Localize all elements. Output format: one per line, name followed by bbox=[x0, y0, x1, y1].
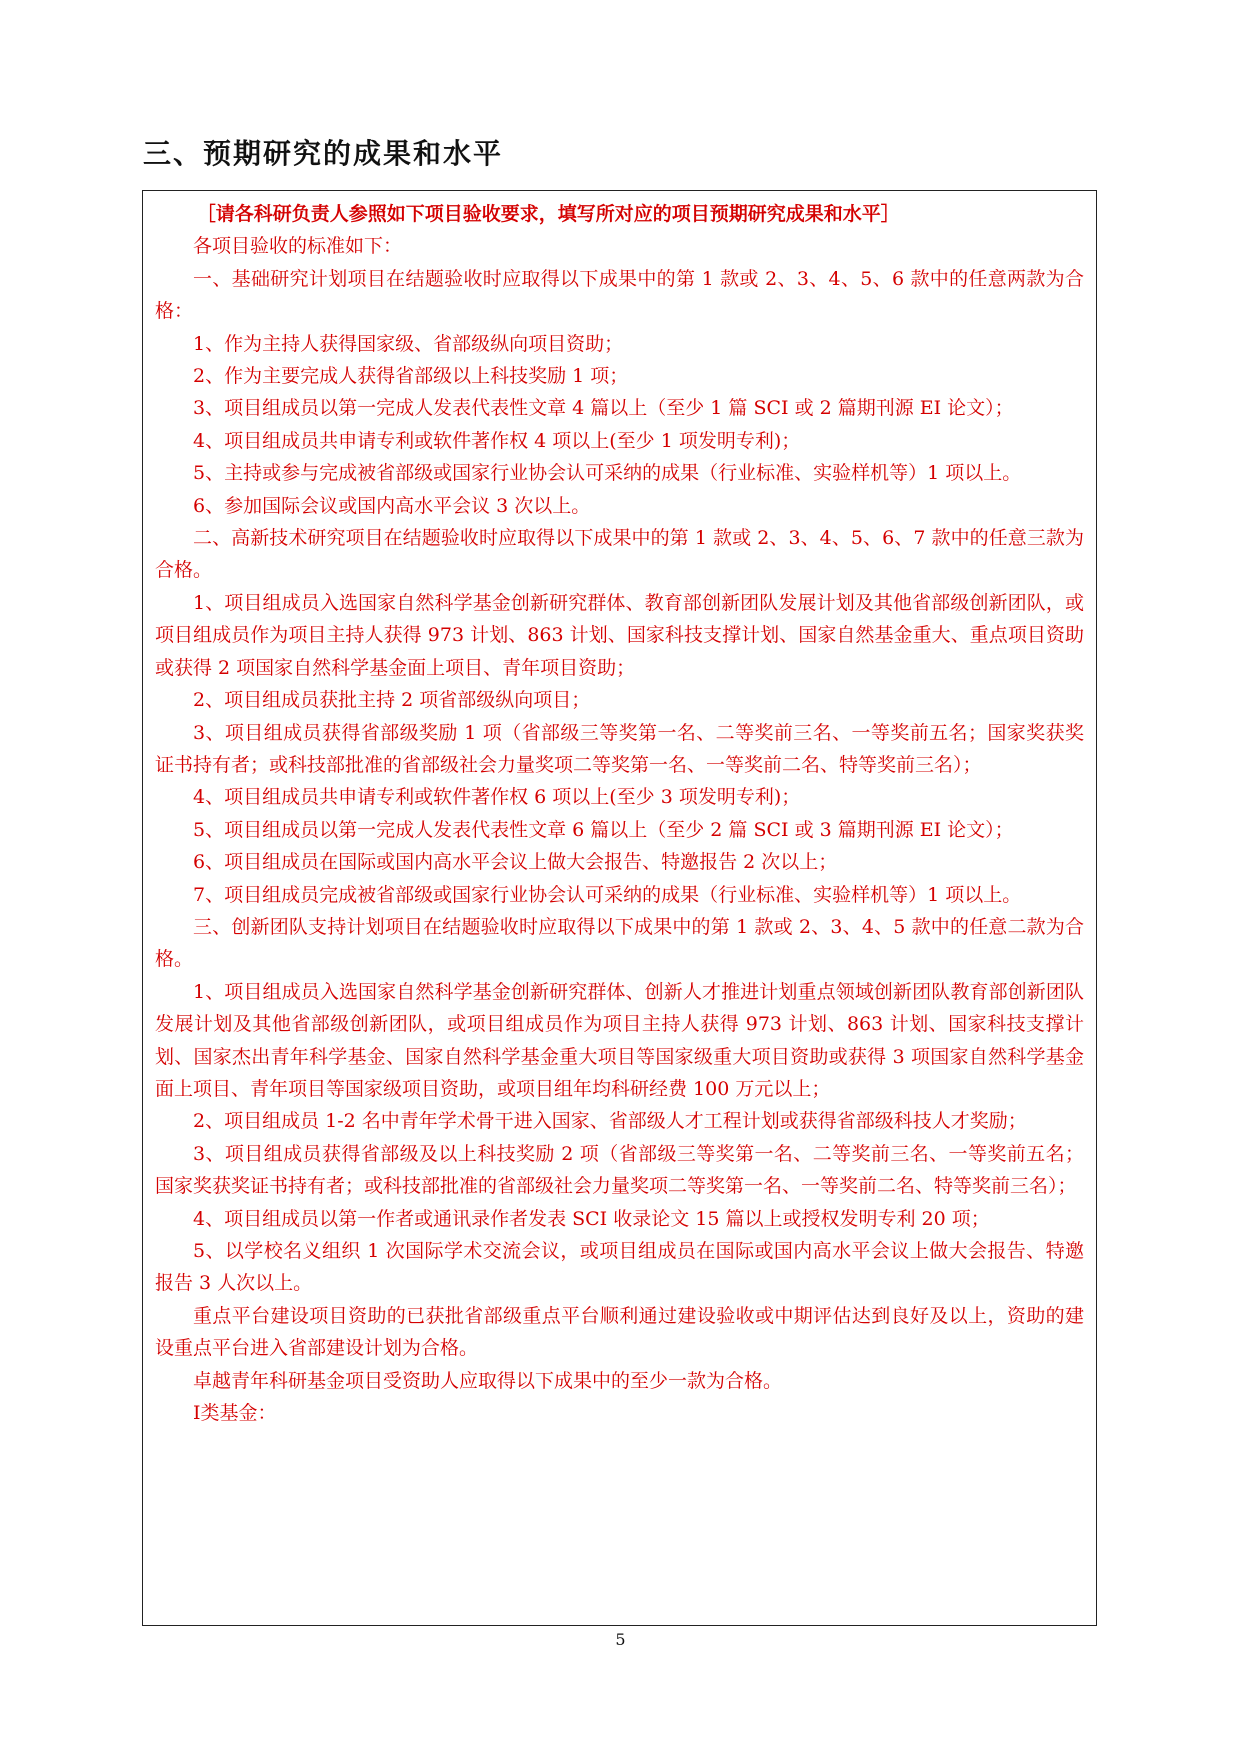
paragraph-hightech-item-1: 1、项目组成员入选国家自然科学基金创新研究群体、教育部创新团队发展计划及其他省部级创新团队，或项目组成员作为项目主持人获得 973 计划、863 计划、国家科技支撑计划、国家自然基金重大、重点项目资助或获得 2 项国家自然科学基金面上项目、青年项目资助； bbox=[155, 591, 1084, 679]
paragraph-team-item-3: 3、项目组成员获得省部级及以上科技奖励 2 项（省部级三等奖第一名、二等奖前三名、一等奖前五名；国家奖获奖证书持有者；或科技部批准的省部级社会力量奖项二等奖第一名、一等奖前二名、特等奖前三名）； bbox=[155, 1142, 1084, 1198]
paragraph-hightech-item-4: 4、项目组成员共申请专利或软件著作权 6 项以上(至少 3 项发明专利)； bbox=[193, 786, 801, 809]
paragraph-basic-item-3: 3、项目组成员以第一完成人发表代表性文章 4 篇以上（至少 1 篇 SCI 或 2 篇期刊源 EI 论文）； bbox=[193, 397, 1014, 420]
section-title: 三、预期研究的成果和水平 bbox=[143, 137, 504, 170]
paragraph-hightech-item-6: 6、项目组成员在国际或国内高水平会议上做大会报告、特邀报告 2 次以上； bbox=[193, 851, 838, 874]
paragraph-class-one-fund: Ⅰ类基金： bbox=[193, 1402, 277, 1425]
paragraph-team-item-5: 5、以学校名义组织 1 次国际学术交流会议，或项目组成员在国际或国内高水平会议上做大会报告、特邀报告 3 人次以上。 bbox=[155, 1240, 1084, 1295]
paragraph-team-item-1: 1、项目组成员入选国家自然科学基金创新研究群体、创新人才推进计划重点领域创新团队教育部创新团队发展计划及其他省部级创新团队，或项目组成员作为项目主持人获得 973 计划、863 计划、国家科技支撑计划、国家杰出青年科学基金、国家自然科学基金重大项目等国家级重大项目资助或获得 3 项国家自然科学基金面上项目、青年项目等国家级项目资助，或项目组年均科研经费 100 万元以上； bbox=[155, 980, 1084, 1100]
paragraph-hightech-heading: 二、高新技术研究项目在结题验收时应取得以下成果中的第 1 款或 2、3、4、5、6、7 款中的任意三款为合格。 bbox=[155, 527, 1084, 582]
instruction-note: ［请各科研负责人参照如下项目验收要求，填写所对应的项目预期研究成果和水平］ bbox=[196, 203, 900, 225]
paragraph-platform: 重点平台建设项目资助的已获批省部级重点平台顺利通过建设验收或中期评估达到良好及以上，资助的建设重点平台进入省部建设计划为合格。 bbox=[155, 1304, 1084, 1360]
paragraph-basic-item-6: 6、参加国际会议或国内高水平会议 3 次以上。 bbox=[193, 494, 591, 517]
paragraph-basic-research-heading: 一、基础研究计划项目在结题验收时应取得以下成果中的第 1 款或 2、3、4、5、6 款中的任意两款为合格： bbox=[155, 267, 1084, 323]
paragraph-team-item-4: 4、项目组成员以第一作者或通讯录作者发表 SCI 收录论文 15 篇以上或授权发明专利 20 项； bbox=[193, 1207, 990, 1230]
paragraph-standards-intro: 各项目验收的标准如下： bbox=[193, 235, 403, 258]
paragraph-basic-item-5: 5、主持或参与完成被省部级或国家行业协会认可采纳的成果（行业标准、实验样机等）1 项以上。 bbox=[193, 462, 1022, 485]
paragraph-hightech-item-3: 3、项目组成员获得省部级奖励 1 项（省部级三等奖第一名、二等奖前三名、一等奖前五名；国家奖获奖证书持有者；或科技部批准的省部级社会力量奖项二等奖第一名、一等奖前二名、特等奖前三名）； bbox=[155, 721, 1084, 776]
paragraph-basic-item-1: 1、作为主持人获得国家级、省部级纵向项目资助； bbox=[193, 332, 624, 355]
paragraph-basic-item-4: 4、项目组成员共申请专利或软件著作权 4 项以上(至少 1 项发明专利)； bbox=[193, 429, 801, 452]
paragraph-hightech-item-2: 2、项目组成员获批主持 2 项省部级纵向项目； bbox=[193, 689, 591, 712]
paragraph-hightech-item-7: 7、项目组成员完成被省部级或国家行业协会认可采纳的成果（行业标准、实验样机等）1 项以上。 bbox=[193, 883, 1022, 906]
paragraph-basic-item-2: 2、作为主要完成人获得省部级以上科技奖励 1 项； bbox=[193, 365, 629, 388]
paragraph-team-item-2: 2、项目组成员 1-2 名中青年学术骨干进入国家、省部级人才工程计划或获得省部级科技人才奖励； bbox=[193, 1110, 1027, 1133]
page-number: 5 bbox=[615, 1630, 626, 1649]
paragraph-hightech-item-5: 5、项目组成员以第一完成人发表代表性文章 6 篇以上（至少 2 篇 SCI 或 3 篇期刊源 EI 论文）； bbox=[193, 818, 1014, 841]
paragraph-youth-fund: 卓越青年科研基金项目受资助人应取得以下成果中的至少一款为合格。 bbox=[193, 1369, 783, 1392]
content-box bbox=[142, 190, 1097, 1626]
paragraph-team-heading: 三、创新团队支持计划项目在结题验收时应取得以下成果中的第 1 款或 2、3、4、5 款中的任意二款为合格。 bbox=[155, 915, 1084, 971]
